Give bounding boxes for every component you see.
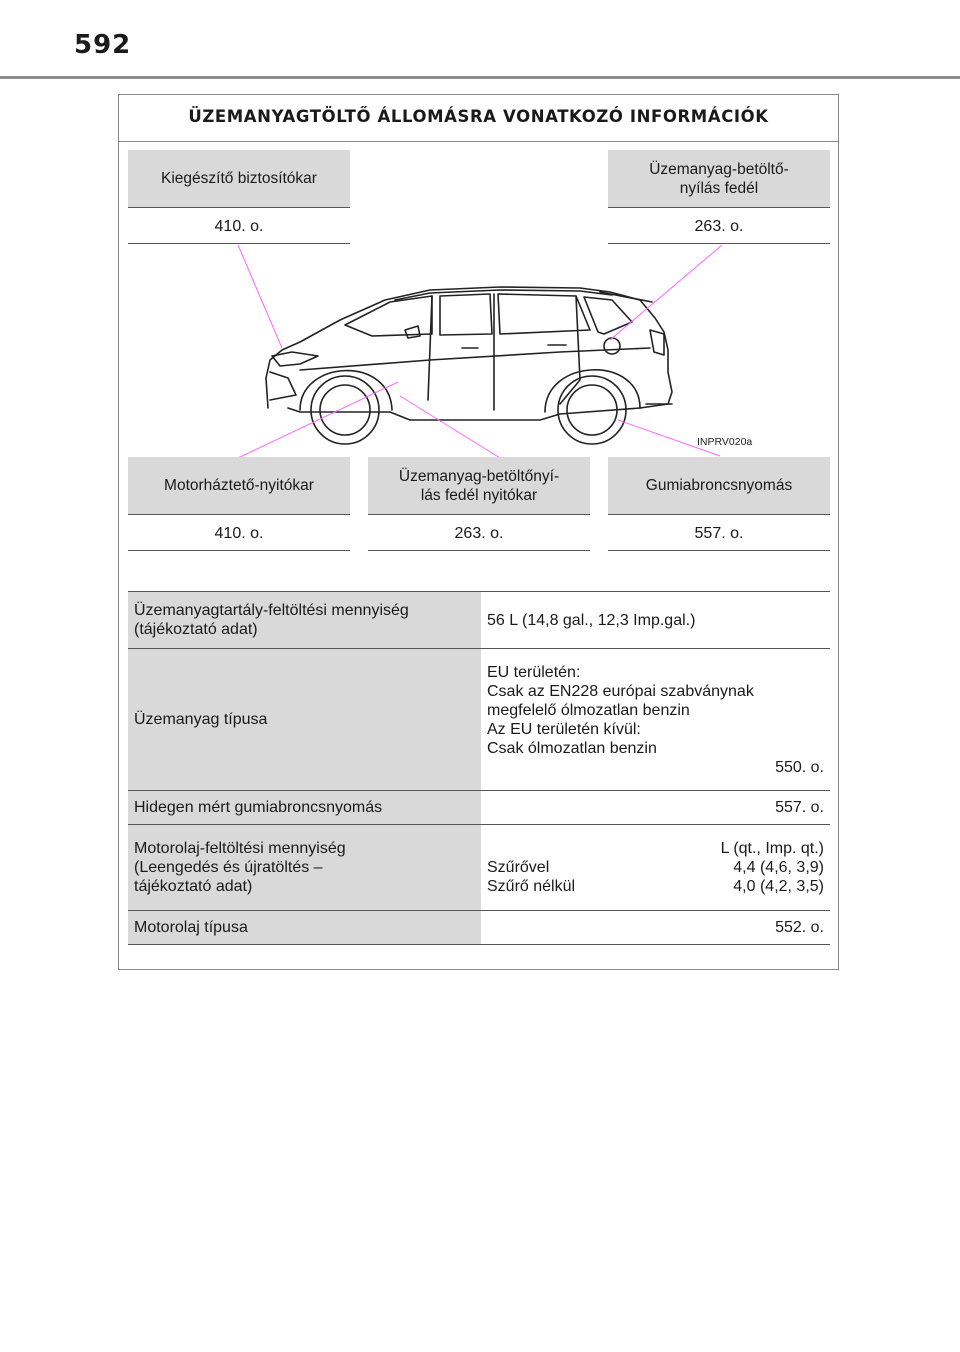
label-text: Gumiabroncsnyomás xyxy=(645,477,793,494)
tank-capacity-value: 56 L (14,8 gal., 12,3 Imp.gal.) xyxy=(481,592,830,649)
illustration-code: INPRV020a xyxy=(697,436,753,448)
label-line: Üzemanyag-betöltőnyí- xyxy=(398,467,560,485)
oil-type-ref: 552. o. xyxy=(481,911,830,945)
tire-pressure-ref: 557. o. xyxy=(481,791,830,825)
ref-fuel-door-opener: 263. o. xyxy=(368,515,590,551)
tank-capacity-label xyxy=(128,592,481,649)
ref-aux-catch-lever: 410. o. xyxy=(128,208,350,244)
label-tire-pressure xyxy=(608,457,830,515)
table-row xyxy=(128,911,830,945)
table-row xyxy=(128,825,830,911)
fuel-line: Csak ólmozatlan benzin xyxy=(487,739,657,757)
label-line: Motorolaj-feltöltési mennyiség xyxy=(134,840,346,857)
label-line: nyílás fedél xyxy=(679,179,759,197)
fuel-line: EU területén: xyxy=(487,663,581,681)
ref-fuel-door: 263. o. xyxy=(608,208,830,244)
oil-capacity-value xyxy=(481,825,830,911)
fuel-type-label: Üzemanyag típusa xyxy=(128,649,481,791)
label-text: Motorháztető-nyitókar xyxy=(164,477,314,494)
without-filter-value: 4,0 (4,2, 3,5) xyxy=(733,878,824,895)
spec-table xyxy=(128,591,830,945)
fuel-line: megfelelő ólmozatlan benzin xyxy=(487,701,690,719)
fuel-line: Csak az EN228 európai szabványnak xyxy=(487,682,754,700)
label-line: (tájékoztató adat) xyxy=(134,621,258,638)
header-rule xyxy=(0,76,960,79)
fuel-type-ref: 550. o. xyxy=(775,758,824,776)
label-line: lás fedél nyitókar xyxy=(420,486,538,504)
fuel-line: Az EU területén kívül: xyxy=(487,720,641,738)
with-filter-value: 4,4 (4,6, 3,9) xyxy=(733,859,824,876)
label-fuel-door xyxy=(608,150,830,208)
label-line: tájékoztató adat) xyxy=(134,878,253,895)
label-fuel-door-opener xyxy=(368,457,590,515)
label-line: (Leengedés és újratöltés – xyxy=(134,859,323,876)
label-aux-catch-lever xyxy=(128,150,350,208)
fuel-type-value xyxy=(481,649,830,791)
oil-unit: L (qt., Imp. qt.) xyxy=(720,840,824,857)
label-line: Üzemanyagtartály-feltöltési mennyiség xyxy=(134,602,409,619)
frame-title: ÜZEMANYAGTÖLTŐ ÁLLOMÁSRA VONATKOZÓ INFORMÁCIÓK xyxy=(119,95,838,142)
oil-type-label: Motorolaj típusa xyxy=(128,911,481,945)
table-row xyxy=(128,649,830,791)
label-text: Kiegészítő biztosítókar xyxy=(161,170,317,187)
without-filter-label: Szűrő nélkül xyxy=(487,878,576,895)
oil-capacity-label xyxy=(128,825,481,911)
table-row xyxy=(128,592,830,649)
label-hood-opener xyxy=(128,457,350,515)
ref-tire-pressure: 557. o. xyxy=(608,515,830,551)
table-row xyxy=(128,791,830,825)
page-number: 592 xyxy=(74,30,132,60)
ref-hood-opener: 410. o. xyxy=(128,515,350,551)
with-filter-label: Szűrővel xyxy=(487,859,550,876)
label-line: Üzemanyag-betöltő- xyxy=(649,160,789,178)
tire-pressure-label: Hidegen mért gumiabroncsnyomás xyxy=(128,791,481,825)
